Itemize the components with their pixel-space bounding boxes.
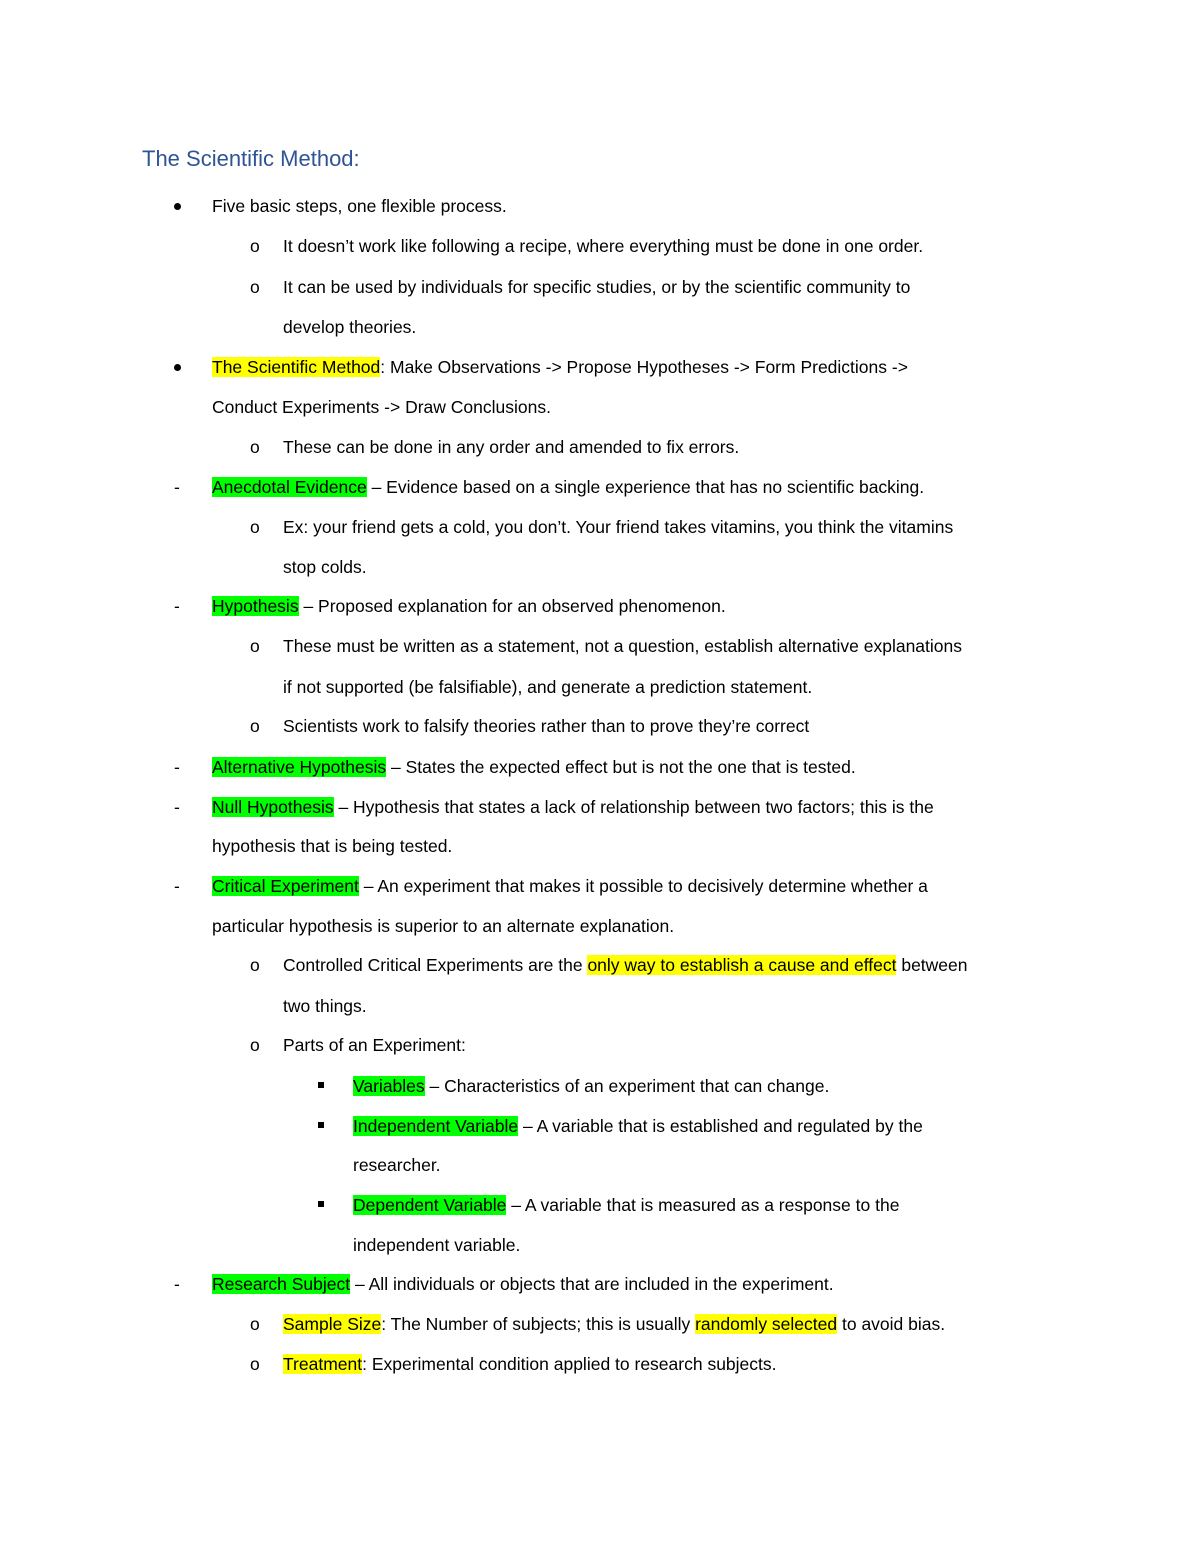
text-line: Five basic steps, one flexible process. (212, 196, 507, 216)
text-line: particular hypothesis is superior to an alternate explanation. (212, 916, 675, 936)
circle-bullet-icon: o (250, 1314, 260, 1334)
term-highlight: Dependent Variable (353, 1195, 507, 1215)
term-definition: : Make Observations -> Propose Hypotheses -> Form Predictions -> (380, 357, 908, 377)
term-definition: – Evidence based on a single experience that has no scientific backing. (366, 477, 925, 497)
text-line: researcher. (353, 1155, 441, 1175)
page-title: The Scientific Method: (142, 146, 360, 171)
dash-bullet-icon: - (174, 797, 180, 817)
term-definition: – Hypothesis that states a lack of relationship between two factors; this is the (333, 797, 934, 817)
text-segment: : The Number of subjects; this is usually (381, 1314, 696, 1334)
text-line: Scientists work to falsify theories rather than to prove they’re correct (283, 716, 810, 736)
square-bullet-icon (318, 1201, 324, 1207)
term-highlight: Hypothesis (212, 596, 299, 616)
dash-bullet-icon: - (174, 596, 180, 616)
term-highlight: Variables (353, 1076, 425, 1096)
text-line: It doesn’t work like following a recipe, where everything must be done in one order. (283, 236, 924, 256)
text-segment: Controlled Critical Experiments are the (283, 955, 588, 975)
term-highlight: Anecdotal Evidence (212, 477, 367, 497)
term-highlight: The Scientific Method (212, 357, 381, 377)
term-highlight: Sample Size (283, 1314, 382, 1334)
text-line: These can be done in any order and amended to fix errors. (283, 437, 740, 457)
term-highlight: Independent Variable (353, 1116, 519, 1136)
text-segment: between (896, 955, 968, 975)
text-line (212, 475, 924, 499)
circle-bullet-icon: o (250, 236, 260, 256)
text-line (283, 953, 968, 977)
circle-bullet-icon: o (250, 517, 260, 537)
circle-bullet-icon: o (250, 636, 260, 656)
dash-bullet-icon: - (174, 477, 180, 497)
phrase-highlight: only way to establish a cause and effect (587, 955, 897, 975)
term-highlight: Research Subject (212, 1274, 351, 1294)
dash-bullet-icon: - (174, 757, 180, 777)
text-line (283, 1312, 945, 1336)
square-bullet-icon (318, 1122, 324, 1128)
dash-bullet-icon: - (174, 1274, 180, 1294)
text-line: Conduct Experiments -> Draw Conclusions. (212, 397, 551, 417)
text-line: if not supported (be falsifiable), and generate a prediction statement. (283, 677, 813, 697)
term-definition: – States the expected effect but is not the one that is tested. (386, 757, 856, 777)
term-definition: – All individuals or objects that are included in the experiment. (350, 1274, 834, 1294)
term-highlight: Alternative Hypothesis (212, 757, 387, 777)
text-line: It can be used by individuals for specific studies, or by the scientific community to (283, 277, 911, 297)
text-line: These must be written as a statement, not a question, establish alternative explanations (283, 636, 962, 656)
dash-bullet-icon: - (174, 876, 180, 896)
text-line: hypothesis that is being tested. (212, 836, 453, 856)
term-highlight: Treatment (283, 1354, 363, 1374)
bullet-dot-icon (174, 364, 181, 371)
phrase-highlight: randomly selected (695, 1314, 838, 1334)
term-definition: – A variable that is established and regulated by the (518, 1116, 923, 1136)
square-bullet-icon (318, 1082, 324, 1088)
circle-bullet-icon: o (250, 277, 260, 297)
text-line: Ex: your friend gets a cold, you don’t. Your friend takes vitamins, you think the vitamins (283, 517, 954, 537)
text-line (212, 795, 934, 819)
text-line (212, 594, 726, 618)
text-line (353, 1193, 899, 1217)
text-line (212, 874, 928, 898)
text-line (212, 755, 856, 779)
circle-bullet-icon: o (250, 1354, 260, 1374)
text-line: two things. (283, 996, 367, 1016)
text-line: stop colds. (283, 557, 367, 577)
circle-bullet-icon: o (250, 716, 260, 736)
term-highlight: Critical Experiment (212, 876, 359, 896)
bullet-dot-icon (174, 203, 181, 210)
text-line (212, 1272, 834, 1296)
text-line (212, 355, 908, 379)
term-definition: – Characteristics of an experiment that can change. (424, 1076, 830, 1096)
circle-bullet-icon: o (250, 437, 260, 457)
circle-bullet-icon: o (250, 1035, 260, 1055)
term-definition: – A variable that is measured as a response to the (506, 1195, 900, 1215)
term-highlight: Null Hypothesis (212, 797, 334, 817)
term-definition: – Proposed explanation for an observed phenomenon. (298, 596, 726, 616)
text-line (353, 1114, 923, 1138)
term-definition: : Experimental condition applied to research subjects. (362, 1354, 777, 1374)
text-line: independent variable. (353, 1235, 521, 1255)
text-segment: to avoid bias. (837, 1314, 946, 1334)
text-line: Parts of an Experiment: (283, 1035, 466, 1055)
text-line (283, 1352, 777, 1376)
term-definition: – An experiment that makes it possible to decisively determine whether a (358, 876, 928, 896)
circle-bullet-icon: o (250, 955, 260, 975)
text-line (353, 1074, 829, 1098)
text-line: develop theories. (283, 317, 417, 337)
